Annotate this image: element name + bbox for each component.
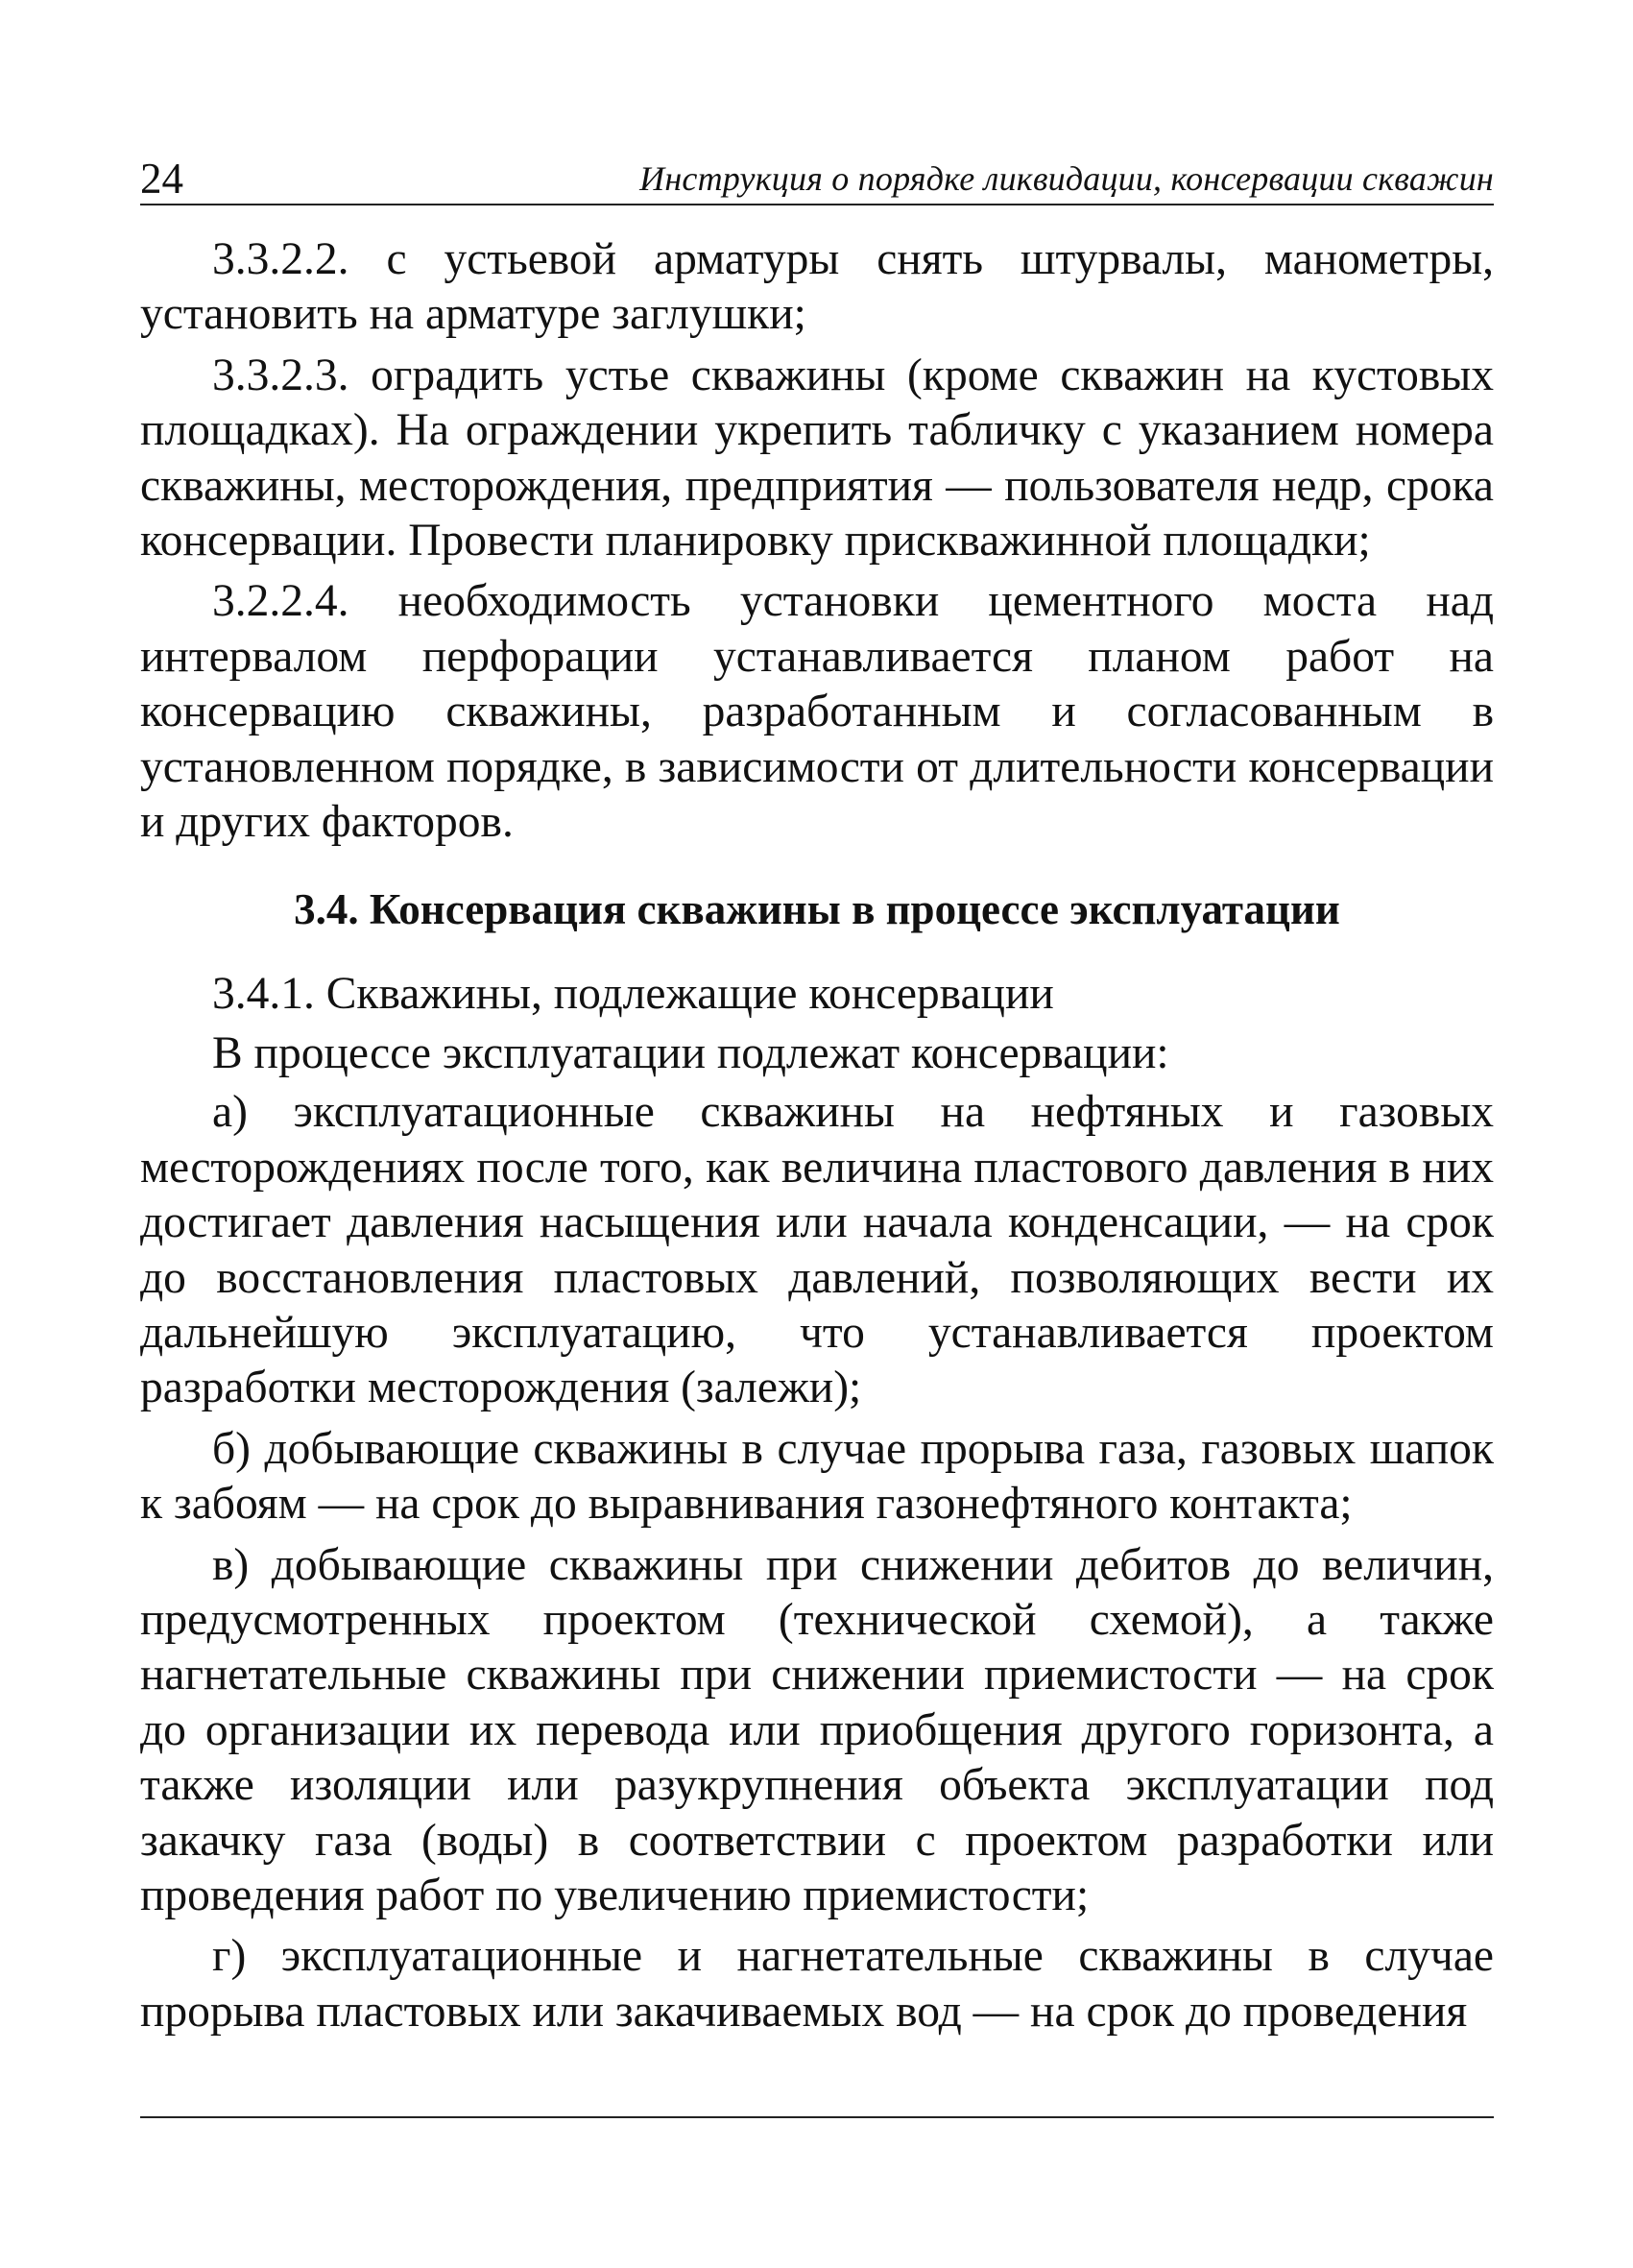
paragraph-3-4-1: 3.4.1. Скважины, подлежащие консервации	[212, 969, 1054, 1020]
page-content	[140, 232, 1494, 2045]
paragraph-3-2-2-4: 3.2.2.4. необходимость установки цементного моста над интервалом перфорации устанавливается планом работ на консервацию скважины, разработанным и согласованным в установленном порядке, в зависимости от длительности консервации и других факторов.	[140, 576, 1494, 848]
section-heading-3-4: 3.4. Консервация скважины в процессе эксплуатации	[294, 885, 1340, 934]
list-item-g: г) эксплуатационные и нагнетательные скважины в случае прорыва пластовых или закачиваемых вод — на срок до проведения	[140, 1931, 1494, 2037]
list-item-b: б) добывающие скважины в случае прорыва газа, газовых шапок к забоям — на срок до выравнивания газонефтяного контакта;	[140, 1423, 1494, 1530]
paragraph-3-3-2-2: 3.3.2.2. с устьевой арматуры снять штурвалы, манометры, установить на арматуре заглушки;	[140, 234, 1494, 340]
list-item-a: а) эксплуатационные скважины на нефтяных и газовых месторождениях после того, как величина пластового давления в них достигает давления насыщения или начала конденсации, — на срок до восстановления пластовых давлений, позволяющих вести их дальнейшую эксплуатацию, что устанавливается проектом разработки месторождения (залежи);	[140, 1087, 1494, 1413]
document-page	[140, 144, 1494, 2122]
running-header	[140, 144, 1494, 205]
page-number: 24	[140, 155, 183, 203]
paragraph-intro: В процессе эксплуатации подлежат консервации:	[212, 1027, 1169, 1078]
running-title: Инструкция о порядке ликвидации, консервации скважин	[639, 159, 1494, 198]
paragraph-3-3-2-3: 3.3.2.3. оградить устье скважины (кроме скважин на кустовых площадках). На ограждении укрепить табличку с указанием номера скважины, месторождения, предприятия — пользователя недр, срока консервации. Провести планировку прискважинной площадки;	[140, 350, 1494, 567]
list-item-v: в) добывающие скважины при снижении дебитов до величин, предусмотренных проектом (технической схемой), а также нагнетательные скважины при снижении приемистости — на срок до организации их перевода или приобщения другого горизонта, а также изоляции или разукрупнения объекта эксплуатации под закачку газа (воды) в соответствии с проектом разработки или проведения работ по увеличению приемистости;	[140, 1539, 1494, 1920]
bottom-rule	[140, 2116, 1494, 2118]
